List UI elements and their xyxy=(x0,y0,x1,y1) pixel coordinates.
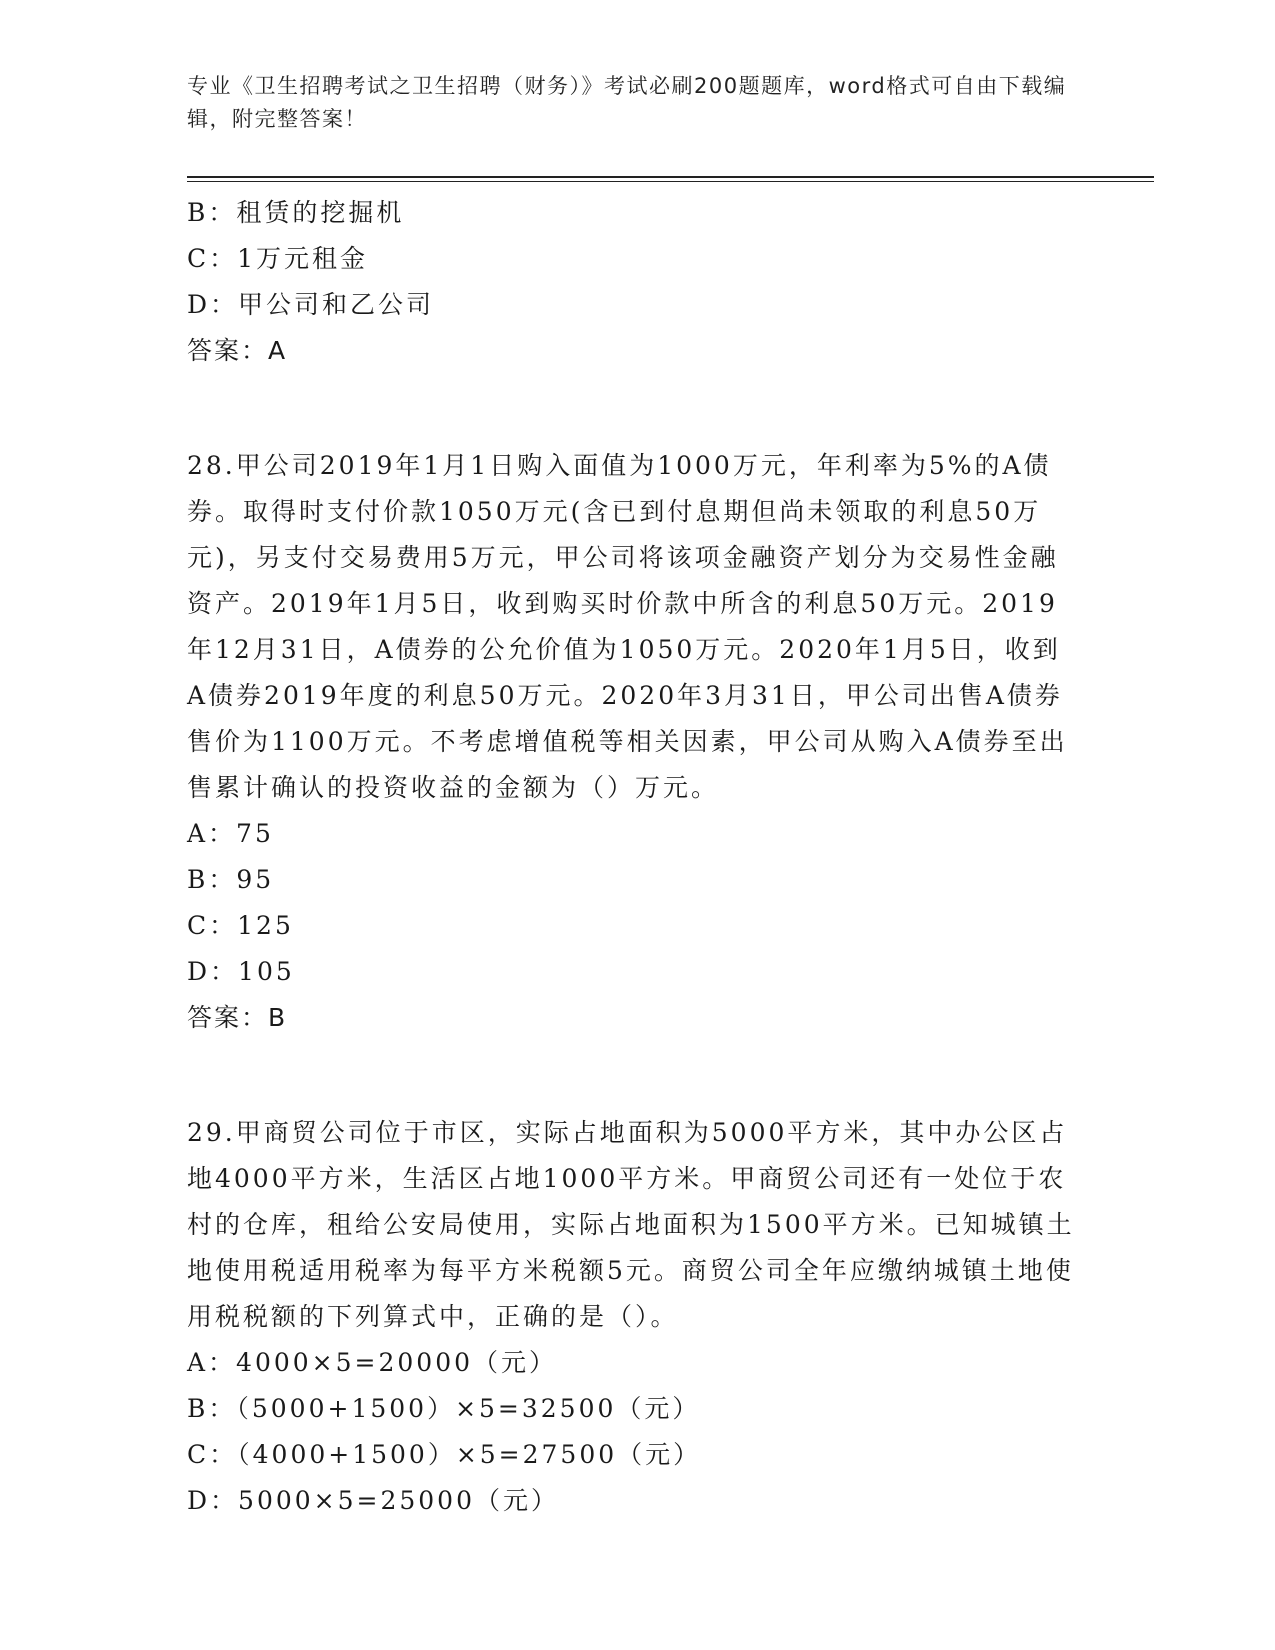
q29-option-a: A：4000×5=20000（元） xyxy=(187,1348,558,1377)
q28-stem: 28.甲公司2019年1月1日购入面值为1000万元，年利率为5%的A债券。取得时支付价款1050万元(含已到付息期但尚未领取的利息50万元)，另支付交易费用5万元，甲公司将该项金融资产划分为交易性金融资产。2019年1月5日，收到购买时价款中所含的利息50万元。2019年12月31日，A债券的公允价值为1050万元。2020年1月5日，收到A债券2019年度的利息50万元。2020年3月31日，甲公司出售A债券售价为1100万元。不考虑增值税等相关因素，甲公司从购入A债券至出售累计确认的投资收益的金额为（）万元。 xyxy=(187,451,1068,802)
spacer xyxy=(187,374,1087,443)
header-rule-thin xyxy=(187,181,1154,182)
question-content xyxy=(187,190,1087,1524)
q28-option-c: C：125 xyxy=(187,911,294,940)
document-header: 专业《卫生招聘考试之卫生招聘（财务）》考试必刷200题题库，word格式可自由下载编辑，附完整答案！ xyxy=(187,74,1067,131)
header-rule-thick xyxy=(187,176,1154,178)
q29-option-d: D：5000×5=25000（元） xyxy=(187,1486,559,1515)
q28-option-a: A：75 xyxy=(187,819,274,848)
q29-option-b: B：（5000+1500）×5=32500（元） xyxy=(187,1394,701,1423)
question-28 xyxy=(187,443,1087,1041)
q28-option-d: D：105 xyxy=(187,957,295,986)
q27-option-b: B：租赁的挖掘机 xyxy=(187,198,405,227)
q29-option-c: C：（4000+1500）×5=27500（元） xyxy=(187,1440,702,1469)
q28-answer: 答案：B xyxy=(187,1003,288,1032)
q29-stem: 29.甲商贸公司位于市区，实际占地面积为5000平方米，其中办公区占地4000平方米，生活区占地1000平方米。甲商贸公司还有一处位于农村的仓库，租给公安局使用，实际占地面积为1500平方米。已知城镇土地使用税适用税率为每平方米税额5元。商贸公司全年应缴纳城镇土地使用税税额的下列算式中，正确的是（）。 xyxy=(187,1118,1075,1331)
q28-option-b: B：95 xyxy=(187,865,275,894)
question-29 xyxy=(187,1110,1087,1524)
q27-answer: 答案：A xyxy=(187,336,288,365)
spacer xyxy=(187,1041,1087,1110)
q27-option-d: D：甲公司和乙公司 xyxy=(187,290,435,319)
question-27-remainder xyxy=(187,190,1087,374)
q27-option-c: C：1万元租金 xyxy=(187,244,369,273)
